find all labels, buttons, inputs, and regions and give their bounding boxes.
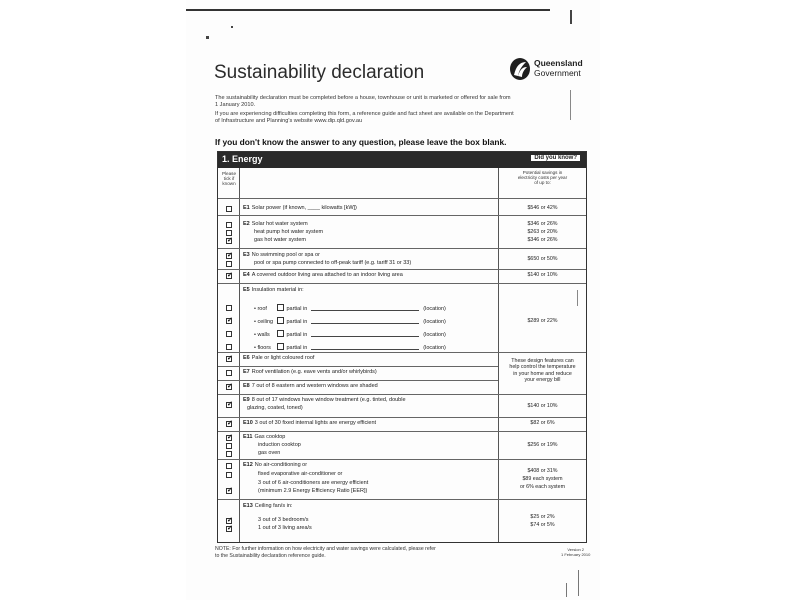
e5-partial-label: partial in bbox=[286, 319, 308, 325]
savings-header-line: of up to: bbox=[534, 180, 551, 186]
e2-row-text bbox=[243, 221, 308, 227]
e9-code: E9 bbox=[243, 397, 250, 403]
e12-line: fixed evaporative air-conditioner or bbox=[258, 471, 343, 477]
e4-checkbox[interactable] bbox=[226, 273, 232, 279]
e11-induction-checkbox[interactable] bbox=[226, 443, 232, 449]
e5-walls-checkbox[interactable] bbox=[226, 331, 232, 337]
e12-line: 3 out of 6 air-conditioners are energy efficient bbox=[258, 480, 369, 486]
logo-line-1: Queensland bbox=[534, 58, 583, 68]
e5-ceiling-checkbox[interactable] bbox=[226, 318, 232, 324]
e1-row-text bbox=[243, 205, 357, 211]
e12-line: No air-conditioning or bbox=[254, 462, 308, 468]
scan-mark bbox=[570, 10, 572, 24]
e10-row-text bbox=[243, 420, 376, 426]
e9-line: glazing, coated, toned) bbox=[247, 405, 303, 411]
e13-row-text bbox=[243, 503, 292, 509]
e6-label: Pale or light coloured roof bbox=[251, 355, 315, 361]
e5-location-field[interactable] bbox=[311, 318, 419, 324]
e12-saving: $408 or 31% bbox=[527, 468, 558, 474]
row-divider bbox=[218, 394, 586, 395]
e13-living-checkbox[interactable] bbox=[226, 526, 232, 532]
bullet-icon: • bbox=[254, 306, 258, 312]
e5-location-field[interactable] bbox=[311, 331, 419, 337]
e7-label: Roof ventilation (e.g. eave vents and/or whirlybirds) bbox=[251, 369, 377, 375]
e5-roof-checkbox[interactable] bbox=[226, 305, 232, 311]
e10-label: 3 out of 30 fixed internal lights are energy efficient bbox=[254, 420, 377, 426]
e5-item-label: ceiling bbox=[257, 319, 274, 325]
e12-no-ac-checkbox[interactable] bbox=[226, 463, 232, 469]
e11-gas-cooktop-checkbox[interactable] bbox=[226, 435, 232, 441]
version-stamp bbox=[561, 547, 590, 557]
e5-partial-label: partial in bbox=[286, 345, 308, 351]
design-note-line: help control the temperature bbox=[509, 364, 576, 371]
e5-location-field[interactable] bbox=[311, 305, 419, 311]
row-divider bbox=[218, 431, 586, 432]
e2-gas-checkbox[interactable] bbox=[226, 238, 232, 244]
e11-line: Gas cooktop bbox=[254, 434, 286, 440]
e4-code: E4 bbox=[243, 272, 250, 278]
e11-saving: $256 or 19% bbox=[527, 442, 558, 448]
e1-label: Solar power (if known, ____ kilowatts [kW]) bbox=[251, 205, 357, 211]
intro-line: If you are experiencing difficulties completing this form, a reference guide and fact sheet are available on the Department bbox=[215, 111, 514, 117]
e13-line: 1 out of 3 living area/s bbox=[258, 525, 312, 531]
e1-checkbox[interactable] bbox=[226, 206, 232, 212]
e4-label: A covered outdoor living area attached to an indoor living area bbox=[251, 272, 403, 278]
e11-line: gas oven bbox=[258, 450, 281, 456]
e2-saving: $346 or 26% bbox=[527, 237, 558, 243]
e2-saving: $346 or 26% bbox=[527, 221, 558, 227]
e10-checkbox[interactable] bbox=[226, 421, 232, 427]
e5-partial-label: partial in bbox=[286, 332, 308, 338]
row-divider bbox=[218, 352, 586, 353]
e11-row-text bbox=[243, 434, 285, 440]
section-title: 1. Energy bbox=[222, 154, 263, 164]
e10-code: E10 bbox=[243, 420, 253, 426]
e2-line: Solar hot water system bbox=[251, 221, 308, 227]
e5-item-label: walls bbox=[257, 332, 270, 338]
top-rule bbox=[186, 9, 550, 11]
e13-code: E13 bbox=[243, 503, 253, 509]
e2-code: E2 bbox=[243, 221, 250, 227]
row-divider bbox=[218, 269, 586, 270]
e12-efficient-ac-checkbox[interactable] bbox=[226, 488, 232, 494]
tick-header-line: tick if bbox=[223, 176, 235, 182]
e8-checkbox[interactable] bbox=[226, 384, 232, 390]
row-divider bbox=[218, 380, 498, 381]
tick-column-header bbox=[219, 171, 239, 187]
e10-saving: $82 or 6% bbox=[530, 420, 555, 426]
e11-line: induction cooktop bbox=[258, 442, 301, 448]
e5-code: E5 bbox=[243, 287, 250, 293]
design-note-line: in your home and reduce bbox=[513, 370, 572, 377]
e2-line: heat pump hot water system bbox=[254, 229, 324, 235]
e5-partial-checkbox[interactable] bbox=[277, 343, 284, 350]
queensland-government-logo bbox=[509, 56, 595, 84]
tick-header-line: known bbox=[222, 181, 236, 187]
bullet-icon: • bbox=[254, 319, 258, 325]
footnote-line: NOTE: For further information on how electricity and water savings were calculated, please refer bbox=[215, 546, 436, 552]
e5-saving: $289 or 22% bbox=[527, 318, 558, 324]
intro-line: The sustainability declaration must be completed before a house, townhouse or unit is marketed or offered for sale from bbox=[215, 95, 511, 101]
e5-item-ceiling bbox=[254, 317, 446, 325]
e5-location-label: (location) bbox=[423, 319, 446, 325]
e13-label: Ceiling fan/s in: bbox=[254, 503, 293, 509]
e5-partial-checkbox[interactable] bbox=[277, 304, 284, 311]
e9-saving: $140 or 10% bbox=[527, 403, 558, 409]
e1-saving: $546 or 42% bbox=[527, 205, 558, 211]
e1-code: E1 bbox=[243, 205, 250, 211]
e3-no-pool-checkbox[interactable] bbox=[226, 253, 232, 259]
e5-label: Insulation material in: bbox=[251, 287, 304, 293]
e5-item-label: roof bbox=[257, 306, 267, 312]
scan-mark bbox=[566, 583, 567, 597]
table-header bbox=[218, 152, 586, 168]
e6-checkbox[interactable] bbox=[226, 356, 232, 362]
row-divider bbox=[218, 459, 586, 460]
row-divider bbox=[218, 499, 586, 500]
e5-partial-checkbox[interactable] bbox=[277, 317, 284, 324]
row-divider bbox=[218, 417, 586, 418]
row-divider bbox=[218, 283, 586, 284]
e3-saving: $650 or 50% bbox=[527, 256, 558, 262]
logo-line-2: Government bbox=[534, 68, 581, 78]
e7-checkbox[interactable] bbox=[226, 370, 232, 376]
page-title: Sustainability declaration bbox=[214, 62, 425, 83]
design-note-line: These design features can bbox=[511, 358, 574, 364]
e6-code: E6 bbox=[243, 355, 250, 361]
e5-item-label: floors bbox=[257, 345, 271, 351]
e7-row-text bbox=[243, 369, 377, 375]
e11-gas-oven-checkbox[interactable] bbox=[226, 451, 232, 457]
e3-code: E3 bbox=[243, 252, 250, 258]
row-divider bbox=[218, 198, 586, 199]
footnote-line: to the Sustainability declaration reference guide. bbox=[215, 552, 326, 559]
e9-checkbox[interactable] bbox=[226, 402, 232, 408]
e13-line: 3 out of 3 bedroom/s bbox=[258, 517, 309, 523]
tick-header-line: Please bbox=[221, 171, 237, 176]
e12-line: (minimum 2.9 Energy Efficiency Ratio [EER]) bbox=[258, 488, 368, 494]
e8-label: 7 out of 8 eastern and western windows are shaded bbox=[251, 383, 378, 389]
e12-evaporative-checkbox[interactable] bbox=[226, 472, 232, 478]
row-divider bbox=[218, 366, 498, 367]
e5-item-floors bbox=[254, 343, 446, 351]
e11-code: E11 bbox=[243, 434, 253, 440]
e13-saving: $25 or 2% bbox=[530, 514, 555, 520]
energy-table bbox=[217, 151, 587, 543]
column-divider bbox=[239, 168, 240, 542]
row-divider bbox=[218, 215, 586, 216]
e9-line: 8 out of 17 windows have window treatment (e.g. tinted, double bbox=[251, 397, 406, 403]
e3-line: pool or spa pump connected to off-peak tariff (e.g. tariff 31 or 33) bbox=[254, 260, 412, 266]
e5-item-walls bbox=[254, 330, 446, 338]
e5-row-text bbox=[243, 287, 304, 293]
e8-code: E8 bbox=[243, 383, 250, 389]
e2-solar-checkbox[interactable] bbox=[226, 222, 232, 228]
blank-box-warning: If you don't know the answer to any question, please leave the box blank. bbox=[215, 137, 507, 147]
e12-row-text bbox=[243, 462, 307, 468]
design-features-note bbox=[499, 358, 586, 383]
e4-row-text bbox=[243, 272, 403, 278]
e7-code: E7 bbox=[243, 369, 250, 375]
did-you-know-label: Did you know? bbox=[531, 155, 580, 161]
savings-column-header bbox=[499, 170, 586, 186]
e5-location-label: (location) bbox=[423, 332, 446, 338]
savings-header-line: electricity costs per year bbox=[517, 175, 568, 181]
scan-mark bbox=[206, 36, 209, 39]
e8-row-text bbox=[243, 383, 378, 389]
e12-saving: $89 each system bbox=[522, 476, 563, 482]
e6-row-text bbox=[243, 355, 314, 361]
e12-code: E12 bbox=[243, 462, 253, 468]
e12-saving: or 6% each system bbox=[519, 484, 566, 490]
intro-line: 1 January 2010. bbox=[215, 102, 256, 108]
e5-partial-checkbox[interactable] bbox=[277, 330, 284, 337]
row-divider bbox=[218, 248, 586, 249]
bullet-icon: • bbox=[254, 332, 258, 338]
e4-saving: $140 or 10% bbox=[527, 272, 558, 278]
scan-mark bbox=[231, 26, 233, 28]
savings-header-line: Potential savings in bbox=[522, 170, 563, 175]
footnote bbox=[215, 546, 545, 559]
design-note-line: your energy bill bbox=[524, 376, 561, 383]
e5-location-field[interactable] bbox=[311, 344, 419, 350]
e5-location-label: (location) bbox=[423, 306, 446, 312]
crest-icon bbox=[509, 57, 531, 81]
e3-line: No swimming pool or spa or bbox=[251, 252, 320, 258]
version-line: 1 February 2010 bbox=[561, 552, 591, 557]
e13-saving: $74 or 5% bbox=[530, 522, 555, 528]
scan-mark bbox=[578, 570, 579, 596]
e3-row-text bbox=[243, 252, 320, 258]
e2-line: gas hot water system bbox=[254, 237, 306, 243]
version-line: Version 2 bbox=[567, 547, 585, 552]
bullet-icon: • bbox=[254, 345, 258, 351]
e2-saving: $263 or 20% bbox=[527, 229, 558, 235]
e5-location-label: (location) bbox=[423, 345, 446, 351]
e5-partial-label: partial in bbox=[286, 306, 308, 312]
e5-floors-checkbox[interactable] bbox=[226, 344, 232, 350]
e5-item-roof bbox=[254, 304, 446, 312]
e3-pool-pump-checkbox[interactable] bbox=[226, 261, 232, 267]
e9-row-text bbox=[243, 397, 406, 403]
intro-line: of Infrastructure and Planning's website www.dip.qld.gov.au bbox=[215, 118, 363, 124]
